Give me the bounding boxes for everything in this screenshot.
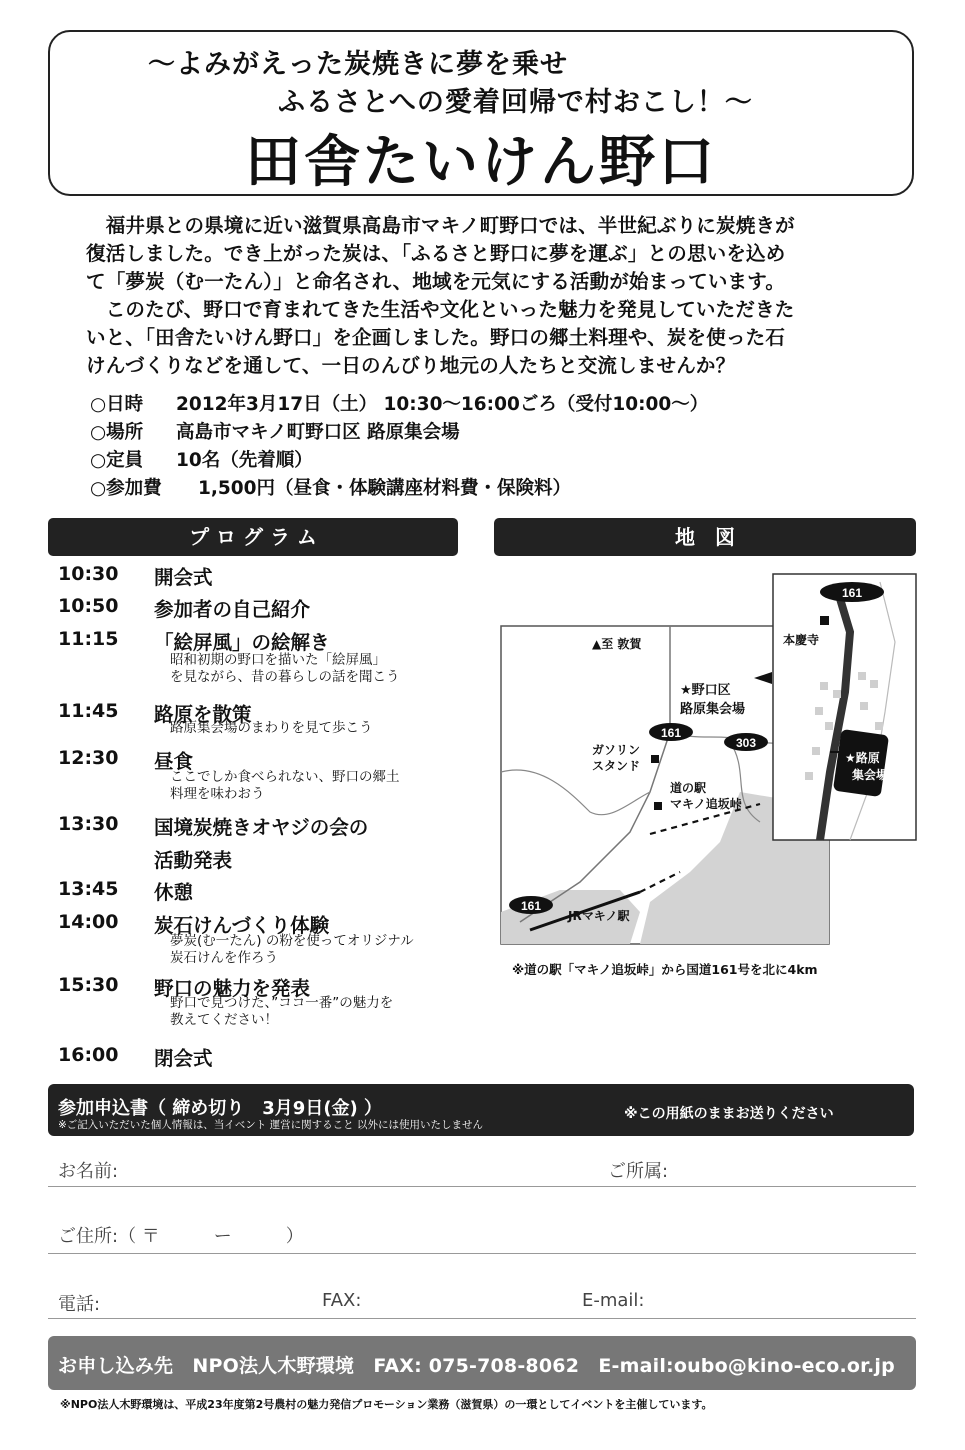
- phone-field-label[interactable]: 電話:: [58, 1294, 101, 1315]
- route-161-label: 161: [660, 726, 682, 740]
- honkeiji-marker: [820, 616, 829, 625]
- program-time: 10:50: [58, 595, 119, 617]
- program-title: 「絵屏風」の絵解き: [154, 631, 330, 654]
- program-title: 野口の魅力を発表: [154, 977, 311, 1000]
- map-label-station: JRマキノ駅: [568, 909, 630, 923]
- detail-capacity: [90, 446, 313, 472]
- program-title-cont: 活動発表: [154, 849, 233, 872]
- program-title: 炭石けんづくり体験: [154, 914, 330, 937]
- program-time: 13:45: [58, 878, 119, 900]
- map-label-tsuruga: ▲至 敦賀: [592, 637, 642, 651]
- address-field-label[interactable]: ご住所:（ 〒 ー ）: [58, 1226, 304, 1247]
- map-label-gas: スタンド: [592, 759, 641, 773]
- affiliation-field-label[interactable]: ご所属:: [608, 1161, 669, 1182]
- program-desc: 昭和初期の野口を描いた「絵屏風」: [170, 652, 386, 668]
- program-title: 国境炭焼きオヤジの会の: [154, 816, 369, 839]
- program-desc: 教えてください！: [170, 1012, 278, 1028]
- detail-value: 2012年3月17日（土） 10:30～16:00ごろ（受付10:00～）: [176, 394, 709, 415]
- fax-field-label[interactable]: FAX:: [322, 1290, 362, 1311]
- detail-label: ○場所: [90, 422, 144, 443]
- detail-value: 1,500円（昼食・体験講座材料費・保険料）: [198, 478, 572, 499]
- program-header: プ ロ グ ラ ム: [48, 518, 458, 556]
- program-desc: ここでしか食べられない、野口の郷土: [170, 769, 400, 785]
- form-rule: [48, 1186, 916, 1187]
- map-note: ※道の駅「マキノ追坂峠」から国道161号を北に4km: [512, 962, 818, 977]
- detail-label: ○参加費: [90, 478, 162, 499]
- map-header: 地 図: [494, 518, 916, 556]
- program-desc: 料理を味わおう: [170, 786, 265, 802]
- michi-no-eki-marker: [654, 802, 662, 810]
- map-label-rohara-hall: 路原集会場: [680, 702, 746, 717]
- privacy-note: ※ご記入いただいた個人情報は、当イベント 運営に関すること 以外には使用いたしません: [58, 1119, 483, 1131]
- map-label-michinoeki: マキノ追坂峠: [670, 797, 742, 811]
- program-title: 休憩: [154, 881, 194, 904]
- intro-line: いと、「田舎たいけん野口」を企画しました。野口の郷土料理や、炭を使った石: [86, 326, 786, 349]
- program-time: 11:15: [58, 628, 119, 650]
- form-rule: [48, 1318, 916, 1319]
- program-title: 開会式: [154, 566, 213, 589]
- route-303-label: 303: [735, 736, 757, 750]
- contact-info: お申し込み先 NPO法人木野環境 FAX: 075-708-8062 E-mail:oubo@kino-eco.or.jp: [58, 1355, 895, 1377]
- application-title: 参加申込書（ 締め切り 3月9日(金) ）: [58, 1098, 383, 1119]
- footnote: ※NPO法人木野環境は、平成23年度第2号農村の魅力発信プロモーション業務（滋賀県）の一環としてイベントを主催しています。: [60, 1398, 713, 1411]
- map-label-honkeiji: 本慶寺: [783, 633, 820, 647]
- program-time: 16:00: [58, 1044, 119, 1066]
- intro-line: 復活しました。でき上がった炭は、「ふるさと野口に夢を運ぶ」との思いを込め: [86, 242, 786, 265]
- form-rule: [48, 1253, 916, 1254]
- program-title: 昼食: [154, 750, 194, 773]
- map-label-noguchi: ★野口区: [680, 683, 731, 698]
- program-desc: を見ながら、昔の暮らしの話を聞こう: [170, 669, 400, 685]
- program-time: 15:30: [58, 974, 119, 996]
- detail-value: 10名（先着順）: [176, 450, 313, 471]
- program-title: 参加者の自己紹介: [154, 598, 311, 621]
- program-time: 12:30: [58, 747, 119, 769]
- program-time: 11:45: [58, 700, 119, 722]
- program-title: 閉会式: [154, 1047, 213, 1070]
- program-desc: 夢炭(む一たん) の粉を使ってオリジナル: [170, 933, 414, 949]
- send-note: ※この用紙のままお送りください: [624, 1106, 834, 1122]
- intro-line: けんづくりなどを通して、一日のんびり地元の人たちと交流しませんか？: [86, 354, 736, 377]
- route-161-label: 161: [520, 899, 542, 913]
- main-title: 田舎たいけん野口: [245, 130, 717, 195]
- detail-label: ○日時: [90, 394, 144, 415]
- program-title: 路原を散策: [154, 703, 252, 726]
- detail-date: [90, 390, 708, 416]
- program-time: 13:30: [58, 813, 119, 835]
- program-desc: 野口で見つけた、”ココ一番”の魅力を: [170, 995, 394, 1011]
- detail-value: 高島市マキノ町野口区 路原集会場: [176, 422, 460, 443]
- name-field-label[interactable]: お名前:: [58, 1161, 119, 1182]
- area-map: [500, 572, 920, 952]
- detail-place: [90, 418, 460, 444]
- program-desc: 路原集会場のまわりを見て歩こう: [170, 720, 373, 736]
- subtitle-line-2: ふるさとへの愛着回帰で村おこし！～: [278, 87, 753, 118]
- email-field-label[interactable]: E-mail:: [582, 1290, 645, 1311]
- map-label-rohara: 集会場: [852, 768, 889, 782]
- map-label-rohara: ★路原: [845, 751, 880, 765]
- detail-label: ○定員: [90, 450, 144, 471]
- program-time: 10:30: [58, 563, 119, 585]
- intro-line: このたび、野口で育まれてきた生活や文化といった魅力を発見していただきた: [86, 298, 795, 321]
- program-time: 14:00: [58, 911, 119, 933]
- subtitle-line-1: ～よみがえった炭焼きに夢を乗せ: [148, 49, 568, 80]
- intro-line: 福井県との県境に近い滋賀県高島市マキノ町野口では、半世紀ぶりに炭焼きが: [86, 214, 795, 237]
- gas-station-marker: [651, 755, 659, 763]
- inset-route-161-label: 161: [841, 586, 863, 600]
- intro-line: て「夢炭（む一たん）」と命名され、地域を元気にする活動が始まっています。: [86, 270, 786, 293]
- map-label-gas: ガソリン: [592, 743, 641, 757]
- detail-fee: [90, 474, 571, 500]
- map-label-michinoeki: 道の駅: [670, 781, 707, 795]
- program-desc: 炭石けんを作ろう: [170, 950, 278, 966]
